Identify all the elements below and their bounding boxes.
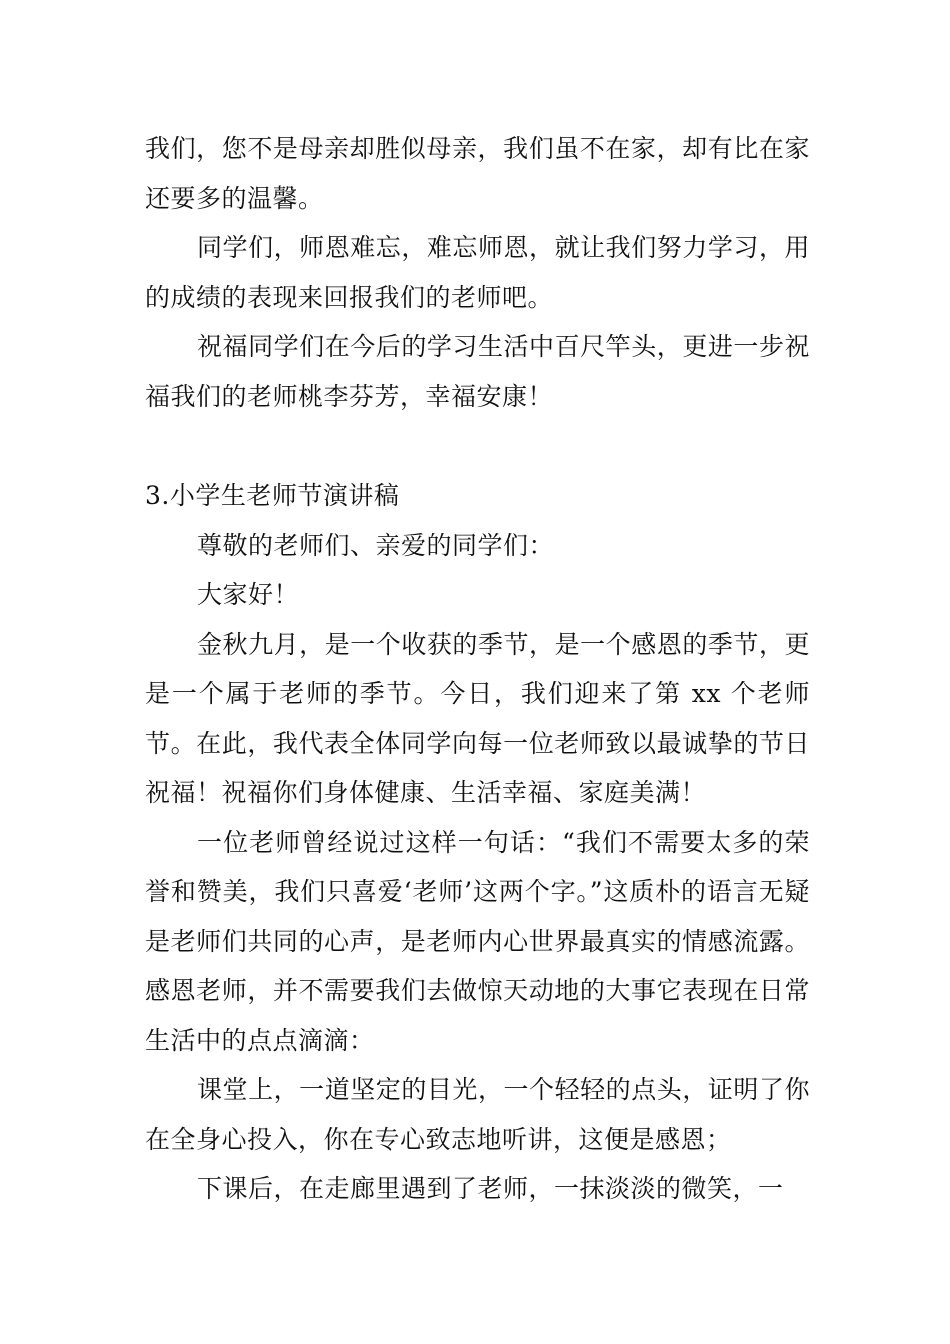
section-spacer	[145, 421, 810, 471]
document-body	[145, 124, 810, 1214]
paragraph: 尊敬的老师们、亲爱的同学们：	[197, 530, 555, 560]
paragraph: 金秋九月，是一个收获的季节，是一个感恩的季节，更是一个属于老师的季节。今日，我们迎来了第 xx 个老师节。在此，我代表全体同学向每一位老师致以最诚挚的节日祝福！祝福你们身体健康、生活幸福、家庭美满！	[145, 629, 810, 807]
paragraph: 祝福同学们在今后的学习生活中百尺竿头，更进一步祝福我们的老师桃李芬芳，幸福安康！	[145, 332, 810, 411]
paragraph: 同学们，师恩难忘，难忘师恩，就让我们努力学习，用的成绩的表现来回报我们的老师吧。	[145, 233, 810, 312]
paragraph: 课堂上，一道坚定的目光，一个轻轻的点头，证明了你在全身心投入，你在专心致志地听讲，这便是感恩；	[145, 1075, 810, 1154]
paragraph: 下课后，在走廊里遇到了老师，一抹淡淡的微笑，一	[197, 1174, 784, 1203]
paragraph: 我们，您不是母亲却胜似母亲，我们虽不在家，却有比在家还要多的温馨。	[145, 134, 810, 213]
paragraph: 大家好！	[197, 580, 300, 609]
paragraph: 一位老师曾经说过这样一句话：“我们不需要太多的荣誉和赞美，我们只喜爱‘老师’这两个字。”这质朴的语言无疑是老师们共同的心声，是老师内心世界最真实的情感流露。感恩老师，并不需要我们去做惊天动地的大事它表现在日常生活中的点点滴滴：	[145, 827, 810, 1055]
section-heading: 3.小学生老师节演讲稿	[145, 481, 400, 510]
